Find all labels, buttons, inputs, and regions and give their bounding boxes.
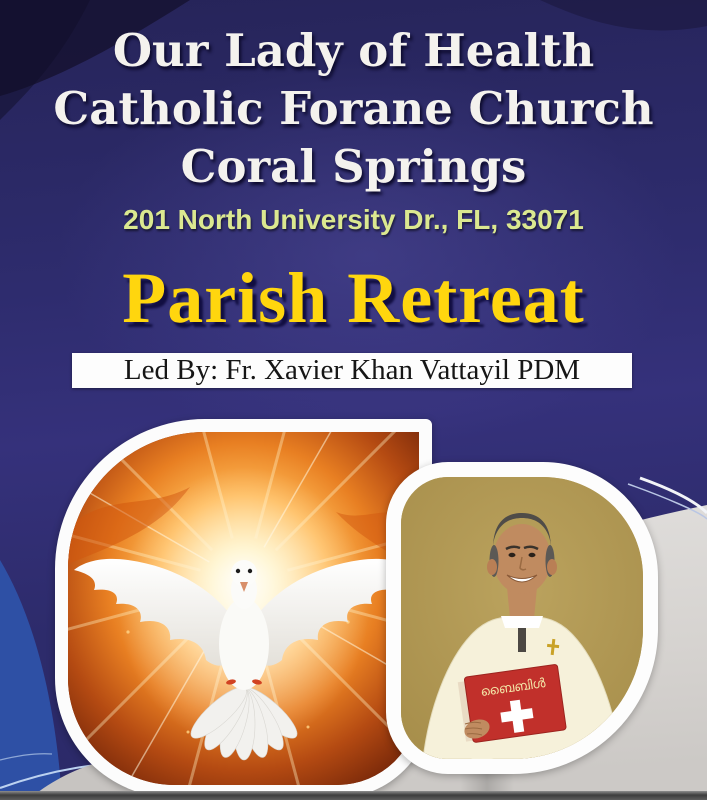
event-title: Parish Retreat xyxy=(122,258,585,338)
led-by-band xyxy=(72,353,632,388)
royal-blue-drape xyxy=(0,560,62,800)
church-name xyxy=(0,22,707,196)
ear-left xyxy=(487,559,497,575)
church-name-line3: Coral Springs xyxy=(180,140,527,193)
book-title-text: ബൈബിൾ xyxy=(479,676,547,701)
church-name-line2: Catholic Forane Church xyxy=(53,82,654,135)
cassock-placket xyxy=(518,628,526,652)
dove-eye-left xyxy=(236,569,240,573)
clergy-collar xyxy=(501,616,543,628)
holy-spirit-dove-image xyxy=(68,432,419,785)
church-name-line1: Our Lady of Health xyxy=(112,24,595,77)
address-line: 201 North University Dr., FL, 33071 xyxy=(123,204,584,235)
dove-frame xyxy=(55,419,432,798)
eye-right xyxy=(529,553,536,557)
priest-frame xyxy=(386,462,658,774)
priest-portrait xyxy=(401,477,643,759)
ear-right xyxy=(547,559,557,575)
dove-body xyxy=(219,598,269,690)
bottom-edge-strip xyxy=(0,791,707,800)
led-by-text: Led By: Fr. Xavier Khan Vattayil PDM xyxy=(123,354,581,386)
eye-left xyxy=(509,553,516,557)
dove-eye-right xyxy=(248,569,252,573)
